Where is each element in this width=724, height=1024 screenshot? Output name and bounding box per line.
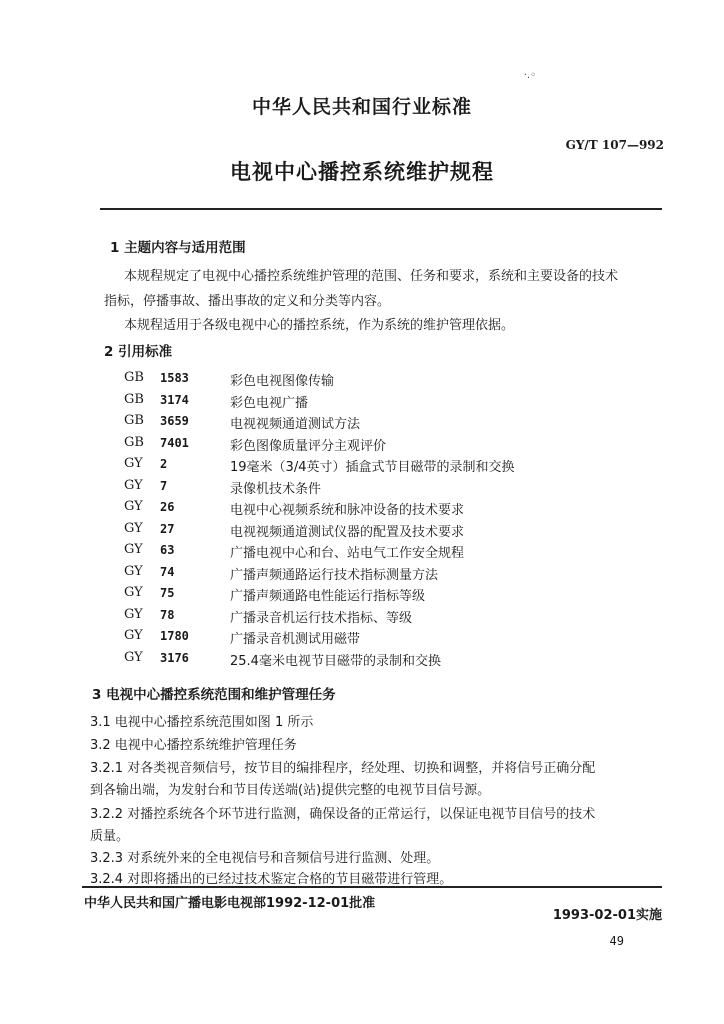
organization-heading: 中华人民共和国行业标准 [251,96,472,118]
standard-title: 广播录音机测试用磁带 [230,632,361,647]
section-3-2-3: 3.2.3 对系统外来的全电视信号和音频信号进行监测、处理。 [90,851,440,866]
standard-number: 1583 [160,371,189,385]
standard-type: GY [124,520,143,536]
standard-title: 彩色电视广播 [230,395,309,411]
standard-type: GB [124,370,144,385]
standard-type: GB [124,434,144,450]
standard-title: 广播声频通路运行技术指标测量方法 [230,567,439,583]
section-3-2: 3.2 电视中心播控系统维护管理任务 [90,738,297,753]
section-1-para2: 本规程适用于各级电视中心的播控系统，作为系统的维护管理依据。 [124,318,515,333]
standard-number: 7401 [160,435,189,450]
standard-number: 75 [160,586,175,600]
standard-number: 7 [160,478,168,493]
standard-title: 25.4毫米电视节目磁带的录制和交换 [230,653,441,669]
standard-number: 78 [160,607,175,622]
section-3-heading: 3 电视中心播控系统范围和维护管理任务 [92,687,336,703]
standard-title: 广播电视中心和台、站电气工作安全规程 [230,546,465,561]
title-divider [100,208,662,210]
standard-type: GB [124,413,144,428]
section-3-2-4: 3.2.4 对即将播出的已经过技术鉴定合格的节目磁带进行管理。 [90,872,453,887]
effective-date: 1993-02-01实施 [552,908,662,923]
standard-number: 3659 [160,414,189,428]
standard-type: GY [124,542,143,557]
standard-number: 3174 [160,392,189,407]
standard-number: 2 [160,457,168,471]
section-2-heading: 2 引用标准 [104,344,173,360]
standard-type: GY [124,499,143,514]
standard-number: 27 [160,521,175,536]
standard-title: 19毫米（3/4英寸）插盒式节目磁带的录制和交换 [230,460,515,475]
standard-title: 电视视频通道测试方法 [230,417,361,432]
standard-number: 3176 [160,650,189,665]
standard-number: 63 [160,543,175,557]
standard-title: 电视中心视频系统和脉冲设备的技术要求 [230,503,465,518]
standard-type: GY [124,563,143,579]
standard-type: GY [124,477,143,493]
scan-speck: ·.◦ [523,70,536,81]
standard-type: GY [124,649,143,665]
section-3-1: 3.1 电视中心播控系统范围如图 1 所示 [90,715,314,730]
section-1-para1-line2: 指标，停播事故、播出事故的定义和分类等内容。 [104,294,391,309]
approval-line: 中华人民共和国广播电影电视部1992-12-01批准 [84,896,376,911]
standard-type: GB [124,391,144,407]
section-3-2-1-line2: 到各输出端，为发射台和节目传送端(站)提供完整的电视节目信号源。 [90,783,491,798]
standard-title: 彩色图像质量评分主观评价 [230,438,387,454]
section-3-2-2-line2: 质量。 [90,829,130,844]
standard-title: 彩色电视图像传输 [230,374,335,389]
section-3-2-2-line1: 3.2.2 对播控系统各个环节进行监测，确保设备的正常运行，以保证电视节目信号的技术 [90,807,596,822]
section-3-2-1-line1: 3.2.1 对各类视音频信号，按节目的编排程序，经处理、切换和调整，并将信号正确分配 [90,761,596,776]
standard-type: GY [124,606,143,622]
standard-title: 广播录音机运行技术指标、等级 [230,610,413,626]
page-number: 49 [609,934,624,948]
section-1-para1-line1: 本规程规定了电视中心播控系统维护管理的范围、任务和要求，系统和主要设备的技术 [124,269,619,284]
standard-type: GY [124,456,143,471]
standard-number: 26 [160,500,175,514]
standard-code: GY/T 107—992 [565,138,664,152]
standard-number: 74 [160,564,175,579]
document-title: 电视中心播控系统维护规程 [230,160,494,184]
footer-divider [82,886,662,888]
standard-type: GY [124,585,143,600]
standard-title: 录像机技术条件 [230,481,322,497]
standard-number: 1780 [160,629,189,643]
standard-title: 电视视频通道测试仪器的配置及技术要求 [230,524,465,540]
section-1-heading: 1 主题内容与适用范围 [110,240,246,256]
standard-type: GY [124,628,143,643]
standard-title: 广播声频通路电性能运行指标等级 [230,589,426,604]
